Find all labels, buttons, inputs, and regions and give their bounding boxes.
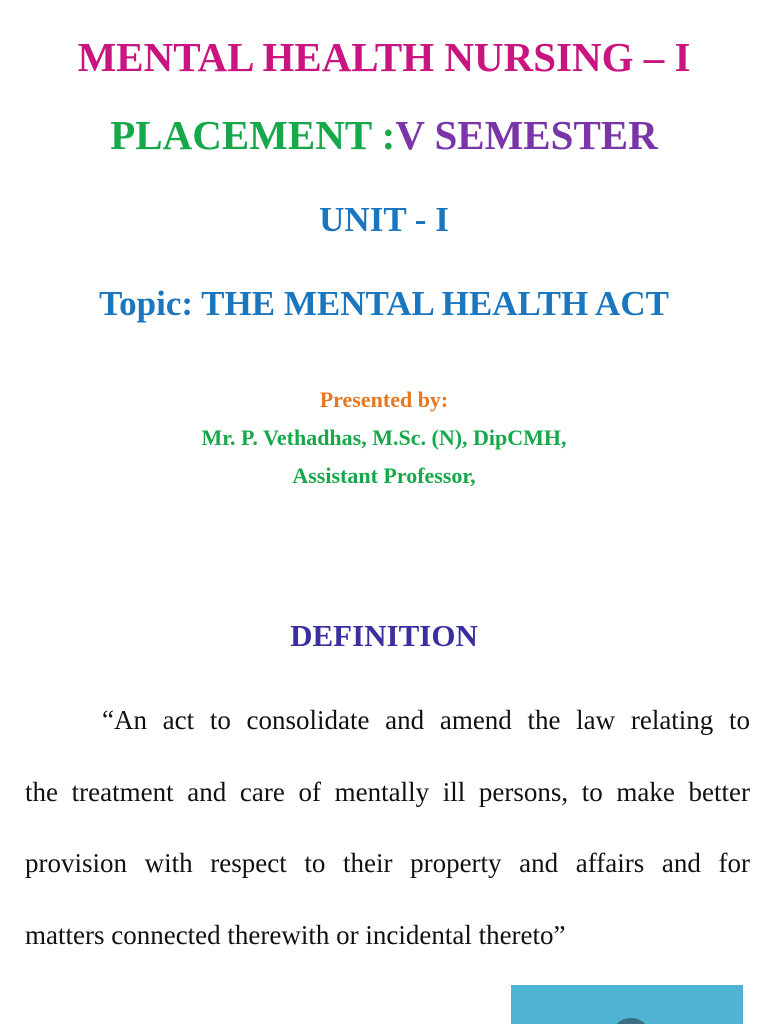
placement-value: V SEMESTER <box>395 112 658 158</box>
definition-heading: DEFINITION <box>290 618 478 653</box>
placement-line <box>0 111 768 159</box>
definition-text-line: the treatment and care of mentally ill persons, to make better <box>25 777 750 807</box>
definition-text-line: matters connected therewith or incidental thereto” <box>25 920 566 950</box>
placement-prefix: PLACEMENT : <box>110 112 396 158</box>
topic-heading: Topic: THE MENTAL HEALTH ACT <box>99 284 669 323</box>
unit-heading: UNIT - I <box>319 200 449 239</box>
presenter-role: Assistant Professor, <box>292 463 476 488</box>
presenter-name: Mr. P. Vethadhas, M.Sc. (N), DipCMH, <box>201 425 567 450</box>
presented-by-label: Presented by: <box>319 387 449 412</box>
illustration-shape <box>611 1018 651 1024</box>
document-title: MENTAL HEALTH NURSING – I <box>77 34 691 80</box>
definition-text-line: “An act to consolidate and amend the law relating to <box>102 705 750 735</box>
illustration-image <box>511 985 743 1024</box>
definition-text-line: provision with respect to their property and affairs and for <box>25 848 750 878</box>
